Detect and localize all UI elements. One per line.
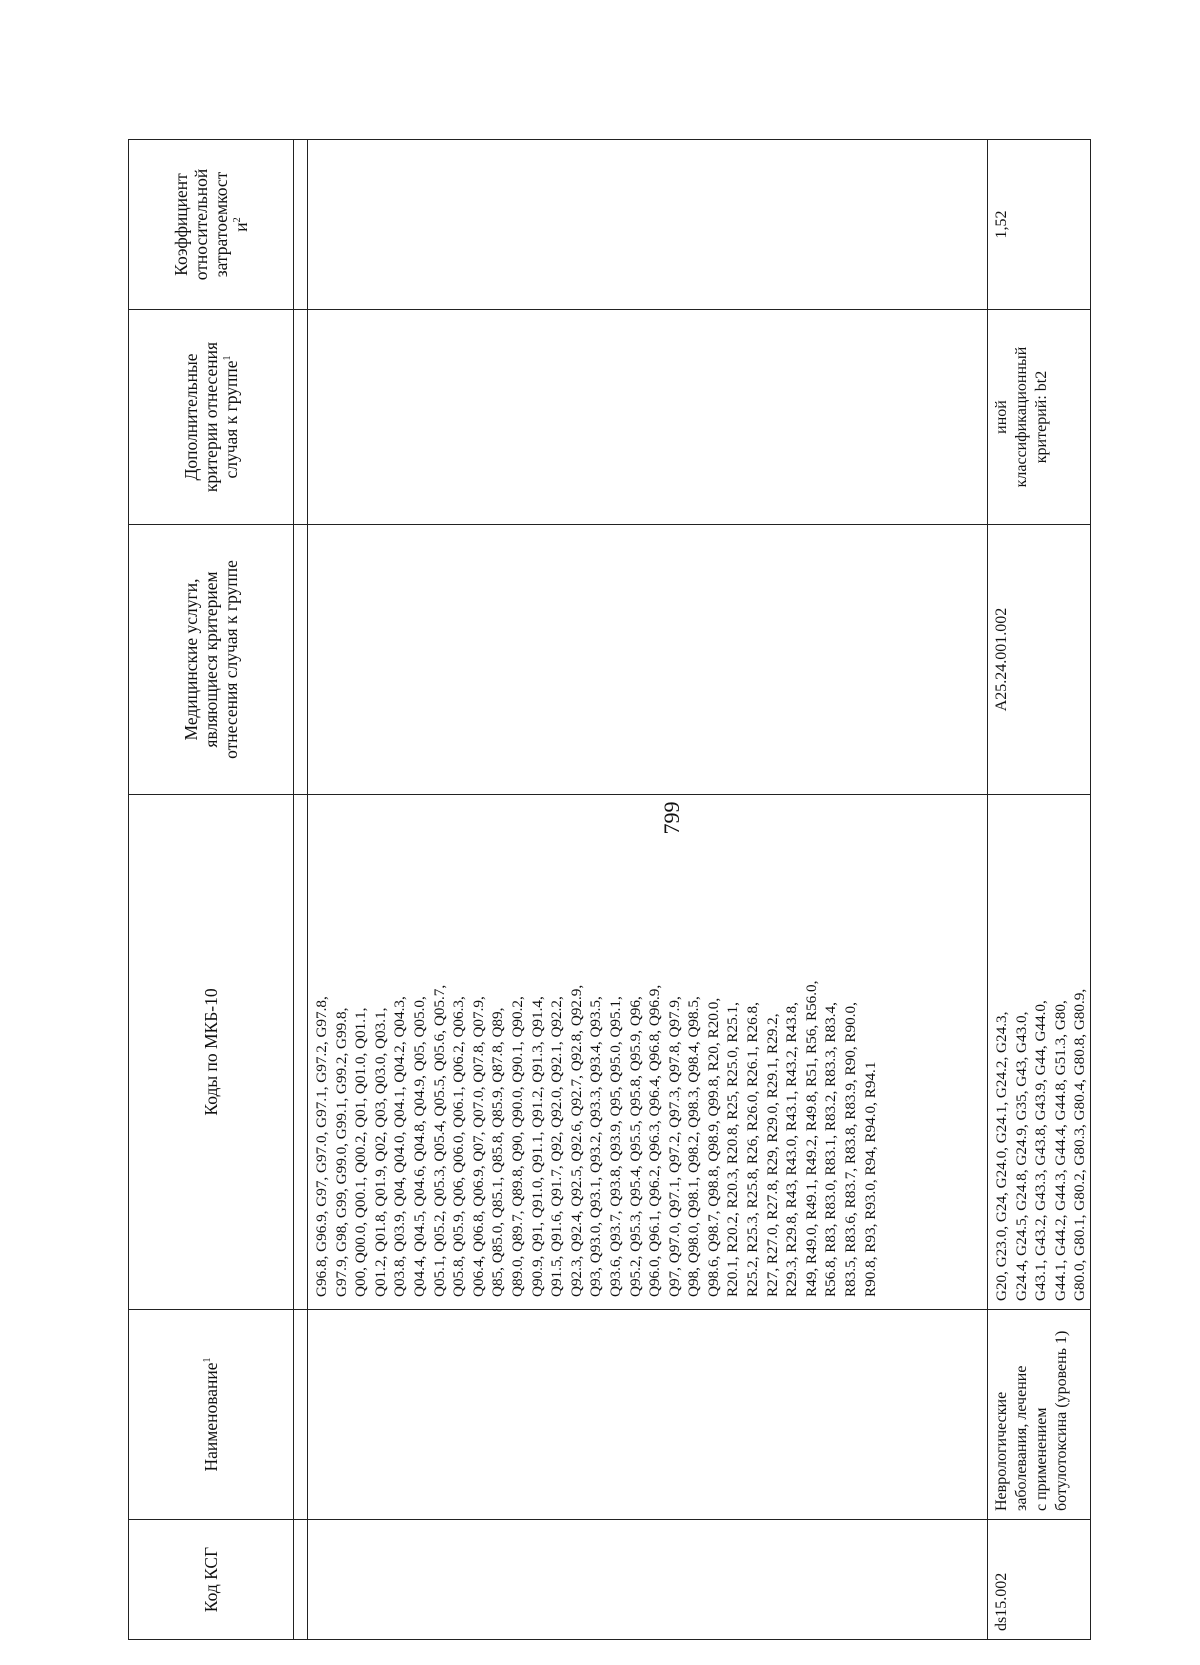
coefficient-cell <box>308 140 988 310</box>
table-row-continuation <box>308 140 988 1640</box>
criteria-cell: иной классификационный критерий: bt2 <box>988 310 1091 525</box>
ksg-name-cell: Неврологические заболевания, лечение с применением ботулотоксина (уровень 1) <box>988 1310 1091 1520</box>
services-cell: A25.24.001.002 <box>988 525 1091 795</box>
ksg-table <box>128 139 1091 1640</box>
header-services: Медицинские услуги, являющиеся критерием отнесения случая к группе <box>129 525 294 795</box>
spacer-row <box>294 140 308 1640</box>
icd-codes-cell: G96.8, G96.9, G97, G97.0, G97.1, G97.2, G97.8, G97.9, G98, G99, G99.0, G99.1, G99.2, G99.8, Q00, Q00.0, Q00.1, Q00.2, Q01, Q01.0, Q01.1, Q01.2, Q01.8, Q01.9, Q02, Q03, Q03.0, Q03.1, Q03.8, Q03.9, Q04, Q04.0, Q04.1, Q04.2, Q04.3, Q04.4, Q04.5, Q04.6, Q04.8, Q04.9, Q05, Q05.0, Q05.1, Q05.2, Q05.3, Q05.4, Q05.5, Q05.6, Q05.7, Q05.8, Q05.9, Q06, Q06.0, Q06.1, Q06.2, Q06.3, Q06.4, Q06.8, Q06.9, Q07, Q07.0, Q07.8, Q07.9, Q85, Q85.0, Q85.1, Q85.8, Q85.9, Q87.8, Q89, Q89.0, Q89.7, Q89.8, Q90, Q90.0, Q90.1, Q90.2, Q90.9, Q91, Q91.0, Q91.1, Q91.2, Q91.3, Q91.4, Q91.5, Q91.6, Q91.7, Q92, Q92.0, Q92.1, Q92.2, Q92.3, Q92.4, Q92.5, Q92.6, Q92.7, Q92.8, Q92.9, Q93, Q93.0, Q93.1, Q93.2, Q93.3, Q93.4, Q93.5, Q93.6, Q93.7, Q93.8, Q93.9, Q95, Q95.0, Q95.1, Q95.2, Q95.3, Q95.4, Q95.5, Q95.8, Q95.9, Q96, Q96.0, Q96.1, Q96.2, Q96.3, Q96.4, Q96.8, Q96.9, Q97, Q97.0, Q97.1, Q97.2, Q97.3, Q97.8, Q97.9, Q98, Q98.0, Q98.1, Q98.2, Q98.3, Q98.4, Q98.5, Q98.6, Q98.7, Q98.8, Q98.9, Q99.8, R20, R20.0, R20.1, R20.2, R20.3, R20.8, R25, R25.0, R25.1, R25.2, R25.3, R25.8, R26, R26.0, R26.1, R26.8, R27, R27.0, R27.8, R29, R29.0, R29.1, R29.2, R29.3, R29.8, R43, R43.0, R43.1, R43.2, R43.8, R49, R49.0, R49.1, R49.2, R49.8, R51, R56, R56.0, R56.8, R83, R83.0, R83.1, R83.2, R83.3, R83.4, R83.5, R83.6, R83.7, R83.8, R83.9, R90, R90.0, R90.8, R93, R93.0, R94, R94.0, R94.1 <box>308 795 988 1310</box>
header-name: Наименование$^1$ <box>129 1310 294 1520</box>
page-number: 799 <box>659 801 684 835</box>
ksg-code-cell <box>308 1520 988 1640</box>
header-criteria: Дополнительные критерии отнесения случая к группе$^1$ <box>129 310 294 525</box>
table-row-ds15-002 <box>988 140 1091 1640</box>
ksg-code-cell: ds15.002 <box>988 1520 1091 1640</box>
header-coefficient: Коэффициент относительной затратоемкост $и^2$ <box>129 140 294 310</box>
header-row <box>129 140 294 1640</box>
ksg-name-cell <box>308 1310 988 1520</box>
coefficient-cell: 1,52 <box>988 140 1091 310</box>
icd-codes-cell: G20, G23.0, G24, G24.0, G24.1, G24.2, G24.3, G24.4, G24.5, G24.8, G24.9, G35, G43, G43.0, G43.1, G43.2, G43.3, G43.8, G43.9, G44, G44.0, G44.1, G44.2, G44.3, G44.4, G44.8, G51.3, G80, G80.0, G80.1, G80.2, G80.3, G80.4, G80.8, G80.9, <box>988 795 1091 1310</box>
ksg-table-wrapper <box>128 140 1089 1640</box>
header-code: Код КСГ <box>129 1520 294 1640</box>
services-cell <box>308 525 988 795</box>
criteria-cell <box>308 310 988 525</box>
header-icd: Коды по МКБ-10 <box>129 795 294 1310</box>
